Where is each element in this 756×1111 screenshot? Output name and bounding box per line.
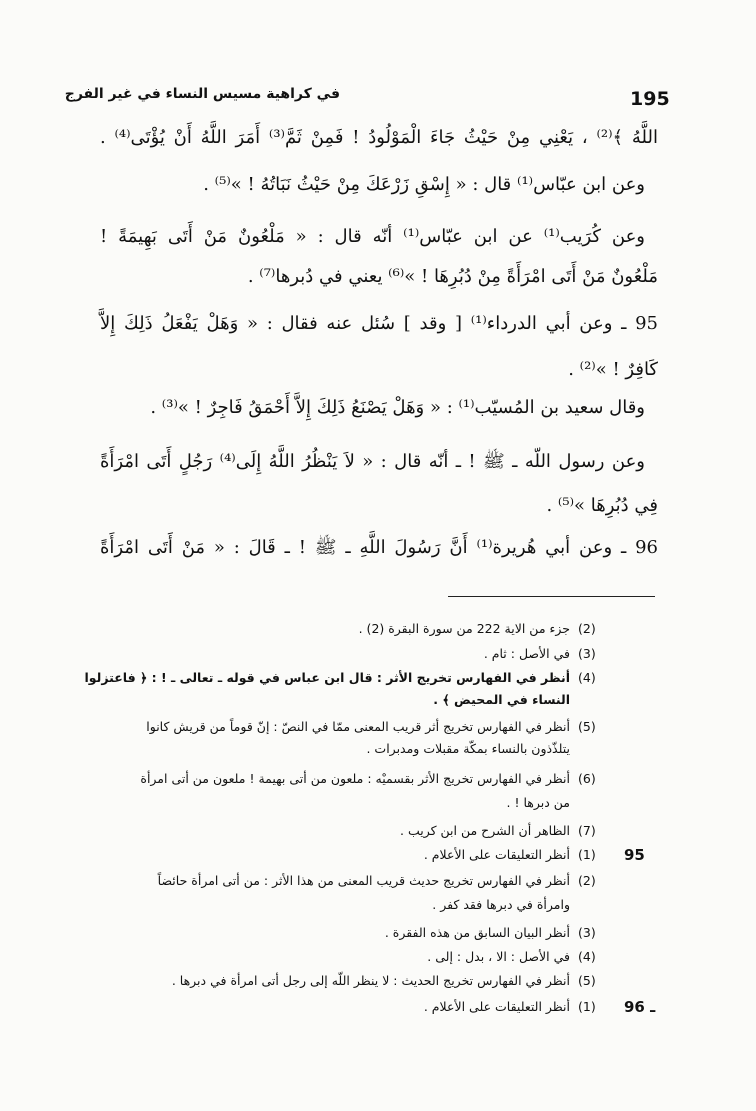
- running-header: في كراهية مسيس النساء في غير الفرج: [64, 86, 340, 102]
- footnote-text: الظاهر أن الشرح من ابن كريب .: [400, 823, 570, 838]
- body-line-3: وعن كُرَيب⁽¹⁾ عن ابن عبّاس⁽¹⁾ أنّه قال : « مَلْعُونٌ مَنْ أَتَى بَهِيمَةً !: [100, 226, 645, 247]
- body-line-10: 96 ـ وعن أبي هُريرة⁽¹⁾ أَنَّ رَسُولَ اللَّهِ ـ ﷺ ! ـ قَالَ : « مَنْ أَتَى امْرَأَةً: [100, 537, 658, 558]
- footnote-number: (7): [578, 823, 596, 838]
- footnote-text: أنظر في الفهارس تخريج الحديث : لا ينظر اللّه إلى رجل أتى امرأة في دبرها .: [171, 973, 570, 988]
- footnote-text-continued: يتلذّذون بالنساء بمكّة مقبلات ومدبرات .: [366, 741, 570, 756]
- footnote-text: أنظر البيان السابق من هذه الفقرة .: [384, 925, 570, 940]
- body-line-4: مَلْعُونٌ مَنْ أَتَى امْرَأَةً مِنْ دُبُرِهَا ! »⁽⁶⁾ يعني في دُبرها⁽⁷⁾ .: [247, 266, 658, 287]
- footnote-text-continued: وامرأة في دبرها فقد كفر .: [432, 897, 570, 912]
- footnote-number: (3): [578, 646, 596, 661]
- footnote-section-number: 95: [624, 846, 645, 864]
- footnote-section-number: 96 ـ: [624, 998, 656, 1016]
- body-line-7: وقال سعيد بن المُسيّب⁽¹⁾ : « وَهَلْ يَصْنَعُ ذَلِكَ إِلاَّ أَحْمَقُ فَاجِرٌ ! »⁽³⁾ .: [150, 397, 645, 418]
- footnote-text: أنظر التعليقات على الأعلام .: [423, 847, 570, 862]
- footnote-text: أنظر في الفهارس تخريج أثر قريب المعنى ممّا في النصّ : إنّ قوماً من قريش كانوا: [146, 719, 570, 734]
- footnote-text: أنظر في الفهارس تخريج الأثر بقسميْه : ملعون من أتى بهيمة ! ملعون من أتى امرأة: [140, 771, 570, 786]
- body-line-8: وعن رسول اللّه ـ ﷺ ! ـ أنّه قال : « لاَ يَنْظُرُ اللَّهُ إِلَى⁽⁴⁾ رَجُلٍ أَتَى امْرَأَةً: [100, 451, 645, 472]
- footnote-number: (4): [578, 670, 596, 685]
- body-line-6: كَافِرٌ ! »⁽²⁾ .: [568, 359, 658, 380]
- footnote-text: أنظر في الفهارس تخريج حديث قريب المعنى من هذا الأثر : من أتى امرأة حائضاً: [157, 873, 570, 888]
- footnote-text: جزء من الاية 222 من سورة البقرة (2) .: [358, 621, 570, 636]
- body-line-5: 95 ـ وعن أبي الدرداء⁽¹⁾ [ وقد ] سُئل عنه فقال : « وَهَلْ يَفْعَلُ ذَلِكَ إِلاَّ: [100, 313, 658, 334]
- footnote-text-continued: من دبرها ! .: [506, 795, 570, 810]
- footnote-text: في الأصل : الا ، بدل : إلى .: [427, 949, 570, 964]
- body-line-1: اللَّهُ ﴾⁽²⁾ ، يَعْنِي مِنْ حَيْثُ جَاءَ الْمَوْلُودُ ! فَمِنْ ثَمَّ⁽³⁾ أَمَرَ اللَّهُ أَنْ يُؤْتَى⁽⁴⁾ .: [100, 127, 658, 148]
- body-line-9: فِي دُبُرِهَا »⁽⁵⁾ .: [546, 495, 658, 516]
- footnote-number: (4): [578, 949, 596, 964]
- footnote-number: (2): [578, 621, 596, 636]
- footnote-number: (1): [578, 847, 596, 862]
- footnote-text: في الأصل : ثام .: [483, 646, 570, 661]
- body-line-2: وعن ابن عبّاس⁽¹⁾ قال : « إِسْقِ زَرْعَكَ مِنْ حَيْثُ نَبَاتُهُ ! »⁽⁵⁾ .: [203, 174, 645, 195]
- footnote-number: (6): [578, 771, 596, 786]
- footnote-text: أنظر في الفهارس تخريج الأثر : قال ابن عباس في قوله ـ تعالى ـ ! : ﴿ فاعتزلوا: [84, 670, 570, 685]
- footnote-number: (5): [578, 973, 596, 988]
- footnote-separator: [448, 596, 655, 597]
- footnote-text-continued: النساء في المحيض ﴾ .: [433, 692, 570, 707]
- footnote-number: (1): [578, 999, 596, 1014]
- page-number: 195: [630, 88, 670, 110]
- footnote-text: أنظر التعليقات على الأعلام .: [423, 999, 570, 1014]
- footnote-number: (3): [578, 925, 596, 940]
- footnote-number: (5): [578, 719, 596, 734]
- footnote-number: (2): [578, 873, 596, 888]
